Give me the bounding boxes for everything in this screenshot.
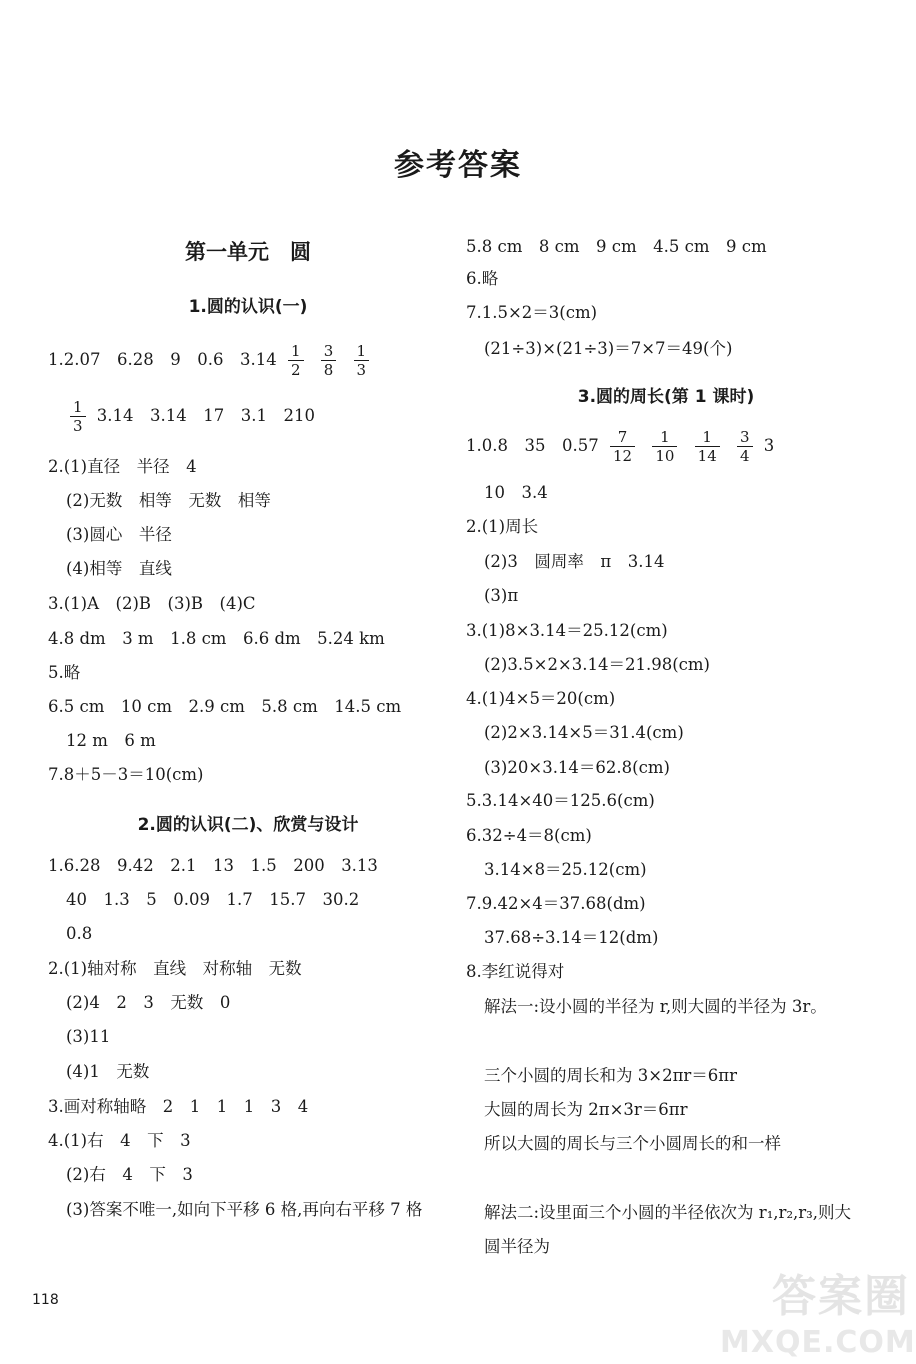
answer-line: (2)2×3.14×5＝31.4(cm) bbox=[484, 723, 684, 742]
fraction: $\frac{1}{14}$ bbox=[695, 428, 720, 465]
fraction: $\frac{1}{10}$ bbox=[652, 428, 677, 465]
answer-line: 5.略 bbox=[48, 663, 81, 682]
answer-line: 解法二:设里面三个小圆的半径依次为 r₁,r₂,r₃,则大圆半径为 bbox=[484, 1203, 852, 1256]
watermark-site: MXQE.COM bbox=[720, 1325, 916, 1360]
answer-line: 10 3.4 bbox=[484, 483, 548, 502]
answer-line: 40 1.3 5 0.09 1.7 15.7 30.2 bbox=[66, 890, 360, 909]
answer-line: 1.6.28 9.42 2.1 13 1.5 200 3.13 bbox=[48, 856, 378, 875]
section-heading: 1.圆的认识(一) bbox=[188, 297, 308, 317]
answer-line: 7.1.5×2＝3(cm) bbox=[466, 303, 598, 322]
fraction: $\frac{1}{3}$ bbox=[354, 342, 370, 379]
answer-text: 3.14 3.14 17 3.1 210 bbox=[96, 406, 316, 425]
answer-line: (3)20×3.14＝62.8(cm) bbox=[484, 758, 670, 777]
answer-line: 7.9.42×4＝37.68(dm) bbox=[466, 894, 646, 913]
answer-line: 6.5 cm 10 cm 2.9 cm 5.8 cm 14.5 cm bbox=[48, 697, 402, 716]
answer-line: 三个小圆的周长和为 3×2πr＝6πr bbox=[484, 1066, 738, 1085]
answer-line: 3.(1)A (2)B (3)B (4)C bbox=[48, 594, 256, 613]
answer-line: 4.8 dm 3 m 1.8 cm 6.6 dm 5.24 km bbox=[48, 629, 385, 648]
answer-line: (2)右 4 下 3 bbox=[66, 1165, 193, 1184]
answer-line: 3.画对称轴略 2 1 1 1 3 4 bbox=[48, 1097, 309, 1116]
page-title: 参考答案 bbox=[394, 148, 522, 183]
answer-line: (3)答案不唯一,如向下平移 6 格,再向右平移 7 格 bbox=[66, 1200, 423, 1219]
answer-line: 5.8 cm 8 cm 9 cm 4.5 cm 9 cm bbox=[466, 237, 767, 256]
watermark-logo: 答案圈 bbox=[772, 1271, 910, 1322]
answer-line: (2)无数 相等 无数 相等 bbox=[66, 491, 271, 510]
answer-line bbox=[48, 398, 315, 435]
answer-line: 3.14×8＝25.12(cm) bbox=[484, 860, 647, 879]
answer-line: 7.8＋5－3＝10(cm) bbox=[48, 765, 204, 784]
answer-line: 8.李红说得对 bbox=[466, 962, 565, 981]
answer-line bbox=[48, 342, 375, 379]
section-heading: 3.圆的周长(第 1 课时) bbox=[577, 387, 755, 407]
fraction: $\frac{3}{4}$ bbox=[737, 428, 753, 465]
answer-line: 所以大圆的周长与三个小圆周长的和一样 bbox=[484, 1134, 781, 1153]
answer-line bbox=[466, 428, 774, 465]
answer-line: 4.(1)4×5＝20(cm) bbox=[466, 689, 616, 708]
answer-text: 3 bbox=[763, 436, 775, 455]
answer-line: (2)4 2 3 无数 0 bbox=[66, 993, 231, 1012]
answer-text: 1.2.07 6.28 9 0.6 3.14 bbox=[48, 350, 277, 369]
page-number: 118 bbox=[32, 1292, 59, 1308]
fraction: $\frac{1}{2}$ bbox=[288, 342, 304, 379]
answer-line: 2.(1)周长 bbox=[466, 517, 539, 536]
fraction: $\frac{1}{3}$ bbox=[70, 398, 86, 435]
answer-line: 6.略 bbox=[466, 269, 499, 288]
answer-line: 6.32÷4＝8(cm) bbox=[466, 826, 592, 845]
answer-line: (3)11 bbox=[66, 1027, 111, 1046]
unit-title: 第一单元 圆 bbox=[185, 240, 311, 264]
answer-line: (4)相等 直线 bbox=[66, 559, 172, 578]
answer-line: (3)π bbox=[484, 586, 519, 605]
answer-line: 4.(1)右 4 下 3 bbox=[48, 1131, 191, 1150]
answer-line: (21÷3)×(21÷3)＝7×7＝49(个) bbox=[484, 339, 733, 358]
answer-text: 1.0.8 35 0.57 bbox=[466, 436, 599, 455]
answer-line: (4)1 无数 bbox=[66, 1062, 150, 1081]
answer-line: 解法一:设小圆的半径为 r,则大圆的半径为 3r。 bbox=[484, 997, 827, 1016]
answer-line: 大圆的周长为 2π×3r＝6πr bbox=[484, 1100, 688, 1119]
fraction: $\frac{7}{12}$ bbox=[610, 428, 635, 465]
answer-line: (2)3.5×2×3.14＝21.98(cm) bbox=[484, 655, 710, 674]
answer-line: 12 m 6 m bbox=[66, 731, 156, 750]
answer-line: 5.3.14×40＝125.6(cm) bbox=[466, 791, 655, 810]
answer-line: 0.8 bbox=[66, 924, 93, 943]
answer-line: (2)3 圆周率 π 3.14 bbox=[484, 552, 665, 571]
section-heading: 2.圆的认识(二)、欣赏与设计 bbox=[137, 815, 359, 835]
watermark bbox=[720, 1260, 916, 1360]
answer-line: 2.(1)轴对称 直线 对称轴 无数 bbox=[48, 959, 302, 978]
answer-line: 2.(1)直径 半径 4 bbox=[48, 457, 197, 476]
answer-line: (3)圆心 半径 bbox=[66, 525, 172, 544]
fraction: $\frac{3}{8}$ bbox=[321, 342, 337, 379]
answer-line: 37.68÷3.14＝12(dm) bbox=[484, 928, 659, 947]
answer-line: 3.(1)8×3.14＝25.12(cm) bbox=[466, 621, 668, 640]
